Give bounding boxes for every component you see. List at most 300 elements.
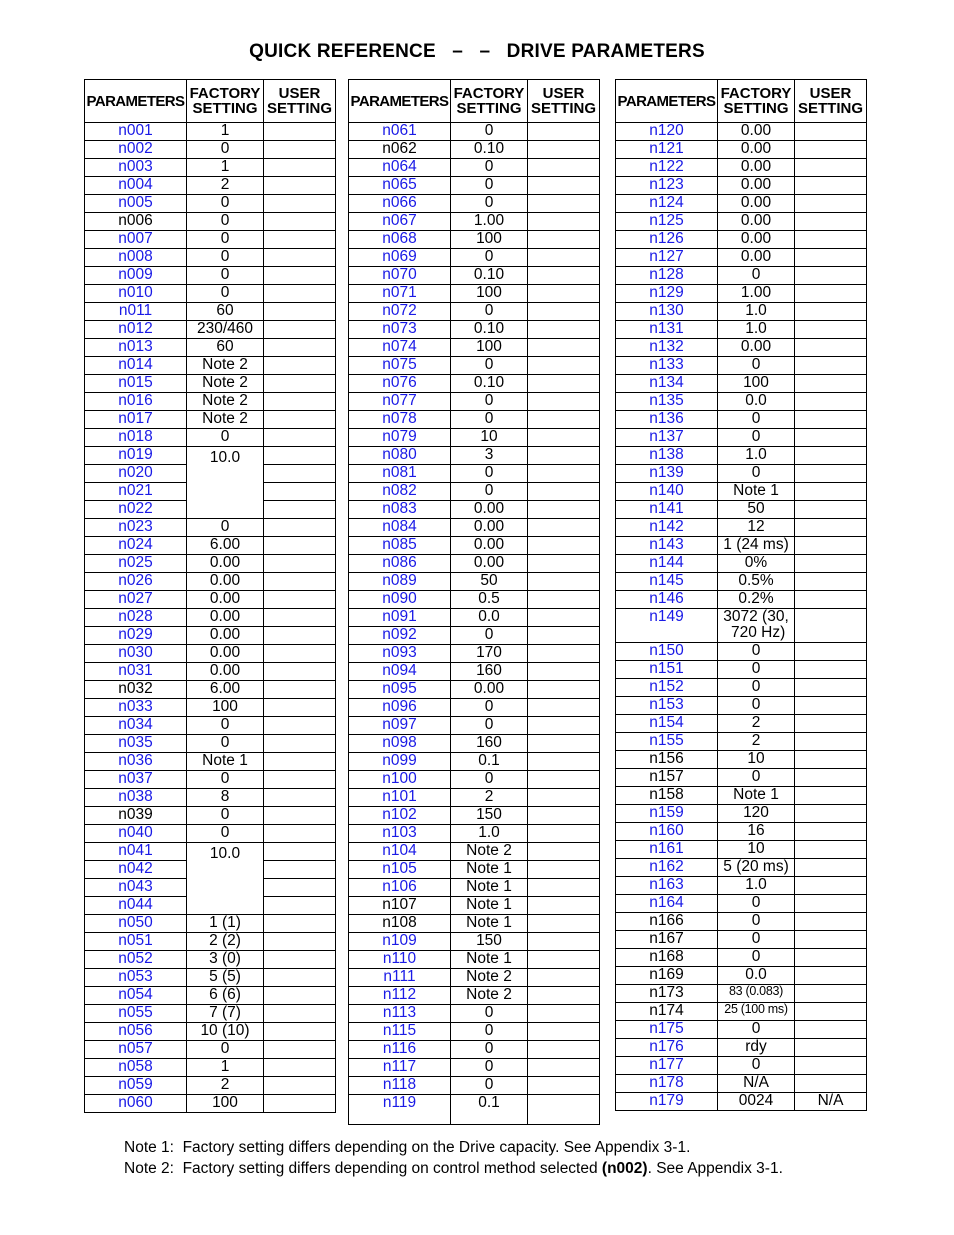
user-setting[interactable] [264,465,336,483]
parameter-code[interactable]: n104 [349,843,451,861]
user-setting[interactable] [795,949,867,967]
parameter-code[interactable]: n029 [85,627,187,645]
user-setting[interactable] [795,643,867,661]
parameter-code[interactable]: n094 [349,663,451,681]
user-setting[interactable] [264,789,336,807]
parameter-code[interactable]: n082 [349,483,451,501]
parameter-code[interactable]: n122 [616,159,718,177]
user-setting[interactable] [795,877,867,895]
parameter-code[interactable]: n134 [616,375,718,393]
parameter-code[interactable]: n023 [85,519,187,537]
parameter-code[interactable]: n083 [349,501,451,519]
user-setting[interactable] [795,985,867,1003]
user-setting[interactable] [528,1005,600,1023]
user-setting[interactable] [795,769,867,787]
user-setting[interactable] [528,825,600,843]
parameter-code[interactable]: n061 [349,123,451,141]
parameter-code[interactable]: n070 [349,267,451,285]
parameter-code[interactable]: n102 [349,807,451,825]
user-setting[interactable] [528,735,600,753]
user-setting[interactable] [795,591,867,609]
user-setting[interactable] [264,321,336,339]
parameter-code[interactable]: n096 [349,699,451,717]
user-setting[interactable] [528,861,600,879]
parameter-code[interactable]: n057 [85,1041,187,1059]
user-setting[interactable] [528,897,600,915]
parameter-code[interactable]: n093 [349,645,451,663]
parameter-code[interactable]: n155 [616,733,718,751]
user-setting[interactable] [795,733,867,751]
user-setting[interactable] [528,771,600,789]
user-setting[interactable] [795,715,867,733]
parameter-code[interactable]: n013 [85,339,187,357]
user-setting[interactable] [795,661,867,679]
parameter-code[interactable]: n035 [85,735,187,753]
user-setting[interactable] [795,573,867,591]
parameter-code[interactable]: n139 [616,465,718,483]
user-setting[interactable] [528,339,600,357]
user-setting[interactable] [264,393,336,411]
parameter-code[interactable]: n117 [349,1059,451,1077]
parameter-code[interactable]: n040 [85,825,187,843]
user-setting[interactable] [795,285,867,303]
parameter-code[interactable]: n002 [85,141,187,159]
user-setting[interactable] [795,465,867,483]
user-setting[interactable] [795,501,867,519]
user-setting[interactable] [264,195,336,213]
parameter-code[interactable]: n179 [616,1093,718,1111]
parameter-code[interactable]: n123 [616,177,718,195]
parameter-code[interactable]: n041 [85,843,187,861]
user-setting[interactable] [528,1077,600,1095]
user-setting[interactable] [528,753,600,771]
user-setting[interactable] [528,1023,600,1041]
user-setting[interactable] [795,177,867,195]
parameter-code[interactable]: n121 [616,141,718,159]
user-setting[interactable] [264,591,336,609]
user-setting[interactable] [264,1041,336,1059]
user-setting[interactable] [795,787,867,805]
user-setting[interactable] [795,1075,867,1093]
user-setting[interactable] [795,1003,867,1021]
parameter-code[interactable]: n033 [85,699,187,717]
parameter-code[interactable]: n014 [85,357,187,375]
user-setting[interactable] [528,177,600,195]
user-setting[interactable] [528,429,600,447]
parameter-code[interactable]: n030 [85,645,187,663]
parameter-code[interactable]: n151 [616,661,718,679]
parameter-code[interactable]: n007 [85,231,187,249]
parameter-code[interactable]: n106 [349,879,451,897]
parameter-code[interactable]: n100 [349,771,451,789]
user-setting[interactable] [528,591,600,609]
user-setting[interactable] [795,1057,867,1075]
parameter-code[interactable]: n073 [349,321,451,339]
parameter-code[interactable]: n136 [616,411,718,429]
user-setting[interactable] [528,609,600,627]
user-setting[interactable] [528,879,600,897]
user-setting[interactable] [528,501,600,519]
user-setting[interactable] [528,393,600,411]
parameter-code[interactable]: n075 [349,357,451,375]
parameter-code[interactable]: n018 [85,429,187,447]
parameter-code[interactable]: n164 [616,895,718,913]
user-setting[interactable] [264,375,336,393]
user-setting[interactable] [795,841,867,859]
parameter-code[interactable]: n177 [616,1057,718,1075]
user-setting[interactable] [795,931,867,949]
user-setting[interactable] [264,1059,336,1077]
user-setting[interactable] [528,933,600,951]
user-setting[interactable] [264,609,336,627]
parameter-code[interactable]: n130 [616,303,718,321]
user-setting[interactable] [264,753,336,771]
parameter-code[interactable]: n053 [85,969,187,987]
user-setting[interactable] [795,267,867,285]
parameter-code[interactable]: n058 [85,1059,187,1077]
user-setting[interactable] [264,357,336,375]
parameter-code[interactable]: n097 [349,717,451,735]
user-setting[interactable] [528,1095,600,1125]
user-setting[interactable] [795,447,867,465]
user-setting[interactable] [264,825,336,843]
user-setting[interactable] [264,933,336,951]
user-setting[interactable] [264,159,336,177]
parameter-code[interactable]: n137 [616,429,718,447]
parameter-code[interactable]: n153 [616,697,718,715]
user-setting[interactable] [528,321,600,339]
parameter-code[interactable]: n132 [616,339,718,357]
user-setting[interactable] [795,393,867,411]
parameter-code[interactable]: n124 [616,195,718,213]
user-setting[interactable] [264,1077,336,1095]
user-setting[interactable] [264,681,336,699]
user-setting[interactable] [528,1059,600,1077]
user-setting[interactable] [264,807,336,825]
parameter-code[interactable]: n071 [349,285,451,303]
user-setting[interactable] [264,735,336,753]
user-setting[interactable] [528,789,600,807]
parameter-code[interactable]: n051 [85,933,187,951]
user-setting[interactable] [795,1021,867,1039]
parameter-code[interactable]: n016 [85,393,187,411]
parameter-code[interactable]: n024 [85,537,187,555]
parameter-code[interactable]: n077 [349,393,451,411]
parameter-code[interactable]: n011 [85,303,187,321]
user-setting[interactable] [264,627,336,645]
user-setting[interactable] [795,519,867,537]
parameter-code[interactable]: n004 [85,177,187,195]
user-setting[interactable] [528,699,600,717]
user-setting[interactable] [528,843,600,861]
user-setting[interactable] [528,285,600,303]
user-setting[interactable] [795,411,867,429]
parameter-code[interactable]: n052 [85,951,187,969]
user-setting[interactable] [795,609,867,643]
user-setting[interactable] [264,519,336,537]
parameter-code[interactable]: n001 [85,123,187,141]
user-setting[interactable] [264,447,336,465]
user-setting[interactable] [264,483,336,501]
parameter-code[interactable]: n020 [85,465,187,483]
parameter-code[interactable]: n152 [616,679,718,697]
parameter-code[interactable]: n064 [349,159,451,177]
parameter-code[interactable]: n118 [349,1077,451,1095]
user-setting[interactable] [795,321,867,339]
user-setting[interactable] [528,123,600,141]
parameter-code[interactable]: n113 [349,1005,451,1023]
user-setting[interactable] [795,375,867,393]
parameter-code[interactable]: n009 [85,267,187,285]
user-setting[interactable] [264,213,336,231]
user-setting[interactable]: N/A [795,1093,867,1111]
parameter-code[interactable]: n021 [85,483,187,501]
user-setting[interactable] [795,967,867,985]
user-setting[interactable] [264,969,336,987]
user-setting[interactable] [795,913,867,931]
user-setting[interactable] [795,123,867,141]
parameter-code[interactable]: n010 [85,285,187,303]
user-setting[interactable] [264,897,336,915]
parameter-code[interactable]: n129 [616,285,718,303]
user-setting[interactable] [264,1023,336,1041]
parameter-code[interactable]: n119 [349,1095,451,1125]
parameter-code[interactable]: n161 [616,841,718,859]
parameter-code[interactable]: n078 [349,411,451,429]
parameter-code[interactable]: n126 [616,231,718,249]
parameter-code[interactable]: n054 [85,987,187,1005]
user-setting[interactable] [264,717,336,735]
parameter-code[interactable]: n003 [85,159,187,177]
parameter-code[interactable]: n038 [85,789,187,807]
parameter-code[interactable]: n138 [616,447,718,465]
parameter-code[interactable]: n142 [616,519,718,537]
parameter-code[interactable]: n027 [85,591,187,609]
parameter-code[interactable]: n086 [349,555,451,573]
parameter-code[interactable]: n072 [349,303,451,321]
parameter-code[interactable]: n127 [616,249,718,267]
user-setting[interactable] [795,483,867,501]
parameter-code[interactable]: n141 [616,501,718,519]
user-setting[interactable] [795,555,867,573]
parameter-code[interactable]: n067 [349,213,451,231]
parameter-code[interactable]: n160 [616,823,718,841]
parameter-code[interactable]: n022 [85,501,187,519]
user-setting[interactable] [528,915,600,933]
parameter-code[interactable]: n143 [616,537,718,555]
user-setting[interactable] [528,375,600,393]
parameter-code[interactable]: n037 [85,771,187,789]
user-setting[interactable] [795,805,867,823]
parameter-code[interactable]: n176 [616,1039,718,1057]
parameter-code[interactable]: n135 [616,393,718,411]
user-setting[interactable] [528,231,600,249]
user-setting[interactable] [264,537,336,555]
user-setting[interactable] [795,141,867,159]
parameter-code[interactable]: n069 [349,249,451,267]
user-setting[interactable] [528,555,600,573]
parameter-code[interactable]: n043 [85,879,187,897]
parameter-code[interactable]: n112 [349,987,451,1005]
parameter-code[interactable]: n163 [616,877,718,895]
parameter-code[interactable]: n066 [349,195,451,213]
parameter-code[interactable]: n140 [616,483,718,501]
parameter-code[interactable]: n090 [349,591,451,609]
parameter-code[interactable]: n031 [85,663,187,681]
parameter-code[interactable]: n028 [85,609,187,627]
parameter-code[interactable]: n109 [349,933,451,951]
user-setting[interactable] [264,285,336,303]
parameter-code[interactable]: n036 [85,753,187,771]
user-setting[interactable] [528,267,600,285]
parameter-code[interactable]: n125 [616,213,718,231]
user-setting[interactable] [264,141,336,159]
user-setting[interactable] [264,951,336,969]
user-setting[interactable] [528,645,600,663]
parameter-code[interactable]: n042 [85,861,187,879]
user-setting[interactable] [795,231,867,249]
user-setting[interactable] [264,267,336,285]
parameter-code[interactable]: n120 [616,123,718,141]
user-setting[interactable] [528,627,600,645]
parameter-code[interactable]: n008 [85,249,187,267]
user-setting[interactable] [795,339,867,357]
parameter-code[interactable]: n068 [349,231,451,249]
user-setting[interactable] [528,663,600,681]
parameter-code[interactable]: n085 [349,537,451,555]
user-setting[interactable] [264,1095,336,1113]
parameter-code[interactable]: n145 [616,573,718,591]
parameter-code[interactable]: n034 [85,717,187,735]
user-setting[interactable] [264,303,336,321]
user-setting[interactable] [795,213,867,231]
parameter-code[interactable]: n012 [85,321,187,339]
parameter-code[interactable]: n076 [349,375,451,393]
parameter-code[interactable]: n101 [349,789,451,807]
user-setting[interactable] [528,987,600,1005]
parameter-code[interactable]: n079 [349,429,451,447]
user-setting[interactable] [795,249,867,267]
user-setting[interactable] [264,231,336,249]
user-setting[interactable] [264,501,336,519]
user-setting[interactable] [528,537,600,555]
user-setting[interactable] [528,195,600,213]
parameter-code[interactable]: n044 [85,897,187,915]
user-setting[interactable] [795,679,867,697]
user-setting[interactable] [264,987,336,1005]
user-setting[interactable] [528,1041,600,1059]
user-setting[interactable] [528,483,600,501]
parameter-code[interactable]: n095 [349,681,451,699]
user-setting[interactable] [528,447,600,465]
user-setting[interactable] [528,807,600,825]
user-setting[interactable] [795,697,867,715]
user-setting[interactable] [795,537,867,555]
parameter-code[interactable]: n131 [616,321,718,339]
parameter-code[interactable]: n091 [349,609,451,627]
parameter-code[interactable]: n110 [349,951,451,969]
user-setting[interactable] [528,969,600,987]
parameter-code[interactable]: n015 [85,375,187,393]
user-setting[interactable] [264,123,336,141]
parameter-code[interactable]: n178 [616,1075,718,1093]
parameter-code[interactable]: n081 [349,465,451,483]
parameter-code[interactable]: n025 [85,555,187,573]
parameter-code[interactable]: n103 [349,825,451,843]
parameter-code[interactable]: n115 [349,1023,451,1041]
parameter-code[interactable]: n111 [349,969,451,987]
parameter-code[interactable]: n005 [85,195,187,213]
parameter-code[interactable]: n017 [85,411,187,429]
parameter-code[interactable]: n065 [349,177,451,195]
user-setting[interactable] [528,573,600,591]
user-setting[interactable] [795,195,867,213]
user-setting[interactable] [528,141,600,159]
user-setting[interactable] [528,213,600,231]
user-setting[interactable] [264,573,336,591]
user-setting[interactable] [528,951,600,969]
user-setting[interactable] [528,465,600,483]
parameter-code[interactable]: n162 [616,859,718,877]
parameter-code[interactable]: n144 [616,555,718,573]
user-setting[interactable] [264,861,336,879]
user-setting[interactable] [264,915,336,933]
user-setting[interactable] [795,159,867,177]
parameter-code[interactable]: n026 [85,573,187,591]
parameter-code[interactable]: n150 [616,643,718,661]
user-setting[interactable] [528,357,600,375]
parameter-code[interactable]: n105 [349,861,451,879]
user-setting[interactable] [264,645,336,663]
parameter-code[interactable]: n019 [85,447,187,465]
parameter-code[interactable]: n055 [85,1005,187,1023]
parameter-code[interactable]: n059 [85,1077,187,1095]
parameter-code[interactable]: n149 [616,609,718,643]
user-setting[interactable] [795,429,867,447]
user-setting[interactable] [795,823,867,841]
user-setting[interactable] [264,429,336,447]
user-setting[interactable] [264,249,336,267]
parameter-code[interactable]: n050 [85,915,187,933]
parameter-code[interactable]: n128 [616,267,718,285]
user-setting[interactable] [264,843,336,861]
user-setting[interactable] [264,663,336,681]
parameter-code[interactable]: n056 [85,1023,187,1041]
parameter-code[interactable]: n074 [349,339,451,357]
parameter-code[interactable]: n175 [616,1021,718,1039]
parameter-code[interactable]: n116 [349,1041,451,1059]
user-setting[interactable] [795,895,867,913]
user-setting[interactable] [795,357,867,375]
user-setting[interactable] [528,303,600,321]
parameter-code[interactable]: n154 [616,715,718,733]
user-setting[interactable] [795,751,867,769]
user-setting[interactable] [528,681,600,699]
user-setting[interactable] [264,879,336,897]
parameter-code[interactable]: n089 [349,573,451,591]
parameter-code[interactable]: n159 [616,805,718,823]
user-setting[interactable] [264,699,336,717]
user-setting[interactable] [528,717,600,735]
user-setting[interactable] [528,249,600,267]
parameter-code[interactable]: n133 [616,357,718,375]
user-setting[interactable] [264,339,336,357]
parameter-code[interactable]: n084 [349,519,451,537]
user-setting[interactable] [795,859,867,877]
user-setting[interactable] [264,411,336,429]
user-setting[interactable] [528,159,600,177]
parameter-code[interactable]: n099 [349,753,451,771]
